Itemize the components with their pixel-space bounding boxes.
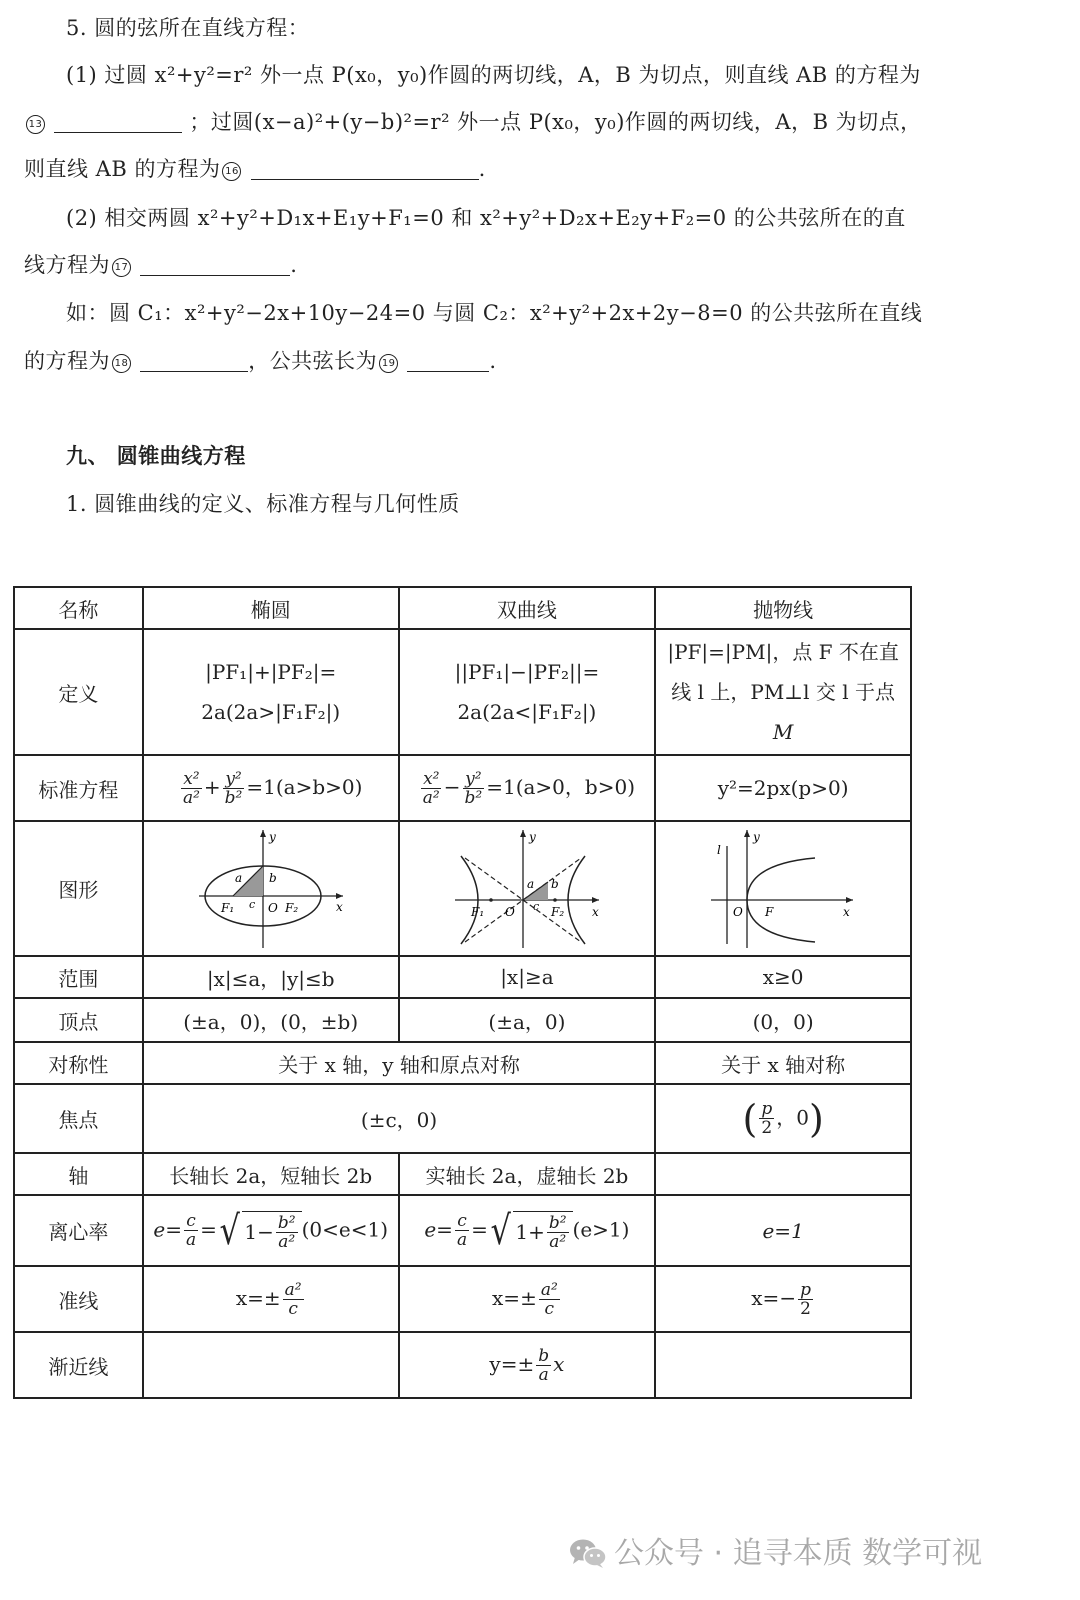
ellipse-def-line1: |PF₁|+|PF₂|=	[205, 660, 337, 684]
label-focus: 焦点	[14, 1084, 143, 1153]
ellipse-definition	[143, 629, 399, 755]
hyperbola-def-line1: ||PF₁|−|PF₂||=	[454, 660, 600, 684]
label-definition: 定义	[14, 629, 143, 755]
section5-p2-line1: (2) 相交两圆 x²+y²+D₁x+E₁y+F₁=0 和 x²+y²+D₂x+E₂y+F₂=0 的公共弦所在的直	[66, 206, 906, 230]
svg-text:F₁: F₁	[220, 901, 234, 915]
hyperbola-standard-equation: $\frac{\text{x²}}{\text{a²}}$ − $\frac{\text{y²}}{\text{b²}}$ =1(a>0，b>0)	[399, 755, 656, 821]
ellipse-eccentricity: e= $\frac{c}{a}$ = √ 1− $\frac{\text{b²}}{\text{a²}}$ (0<e<1)	[143, 1195, 399, 1266]
parabola-symmetry: 关于 x 轴对称	[655, 1042, 911, 1084]
section5-p1-line2-text: ；过圆(x−a)²+(y−b)²=r² 外一点 P(x₀，y₀)作圆的两切线，A，B 为切点，	[189, 110, 922, 134]
svg-text:x: x	[843, 905, 850, 919]
row-vertex	[14, 998, 911, 1042]
section5-p2-line2-text: 线方程为	[24, 253, 110, 277]
ellipse-hyperbola-symmetry: 关于 x 轴，y 轴和原点对称	[143, 1042, 655, 1084]
table-header-row	[14, 587, 911, 629]
answer-blank-13[interactable]	[54, 112, 182, 133]
ellipse-axis: 长轴长 2a，短轴长 2b	[143, 1153, 399, 1195]
header-hyperbola: 双曲线	[399, 587, 656, 629]
section5-p2-line2: 线方程为 17 .	[24, 253, 298, 277]
example-mid-text: ，公共弦长为	[248, 349, 378, 373]
section5-p1-line1: (1) 过圆 x²+y²=r² 外一点 P(x₀，y₀)作圆的两切线，A，B 为切点，则直线 AB 的方程为	[66, 63, 921, 87]
parabola-vertex: (0，0)	[655, 998, 911, 1042]
section5-p1-line3: 则直线 AB 的方程为 16 .	[24, 157, 486, 181]
answer-blank-16[interactable]	[251, 159, 479, 180]
row-asymptote	[14, 1332, 911, 1398]
ellipse-vertex: (±a，0)，(0，±b)	[143, 998, 399, 1042]
parabola-def-line1: |PF|=|PM|，点 F 不在直	[667, 640, 899, 664]
ellipse-ecc-condition: (0<e<1)	[301, 1217, 388, 1241]
row-axis	[14, 1153, 911, 1195]
hyperbola-asymptote-suffix: x	[553, 1351, 565, 1376]
parabola-eccentricity: e=1	[655, 1195, 911, 1266]
conic-sections-table	[13, 586, 912, 1399]
row-range	[14, 956, 911, 998]
parabola-directrix: x=− $\frac{p}{2}$	[655, 1266, 911, 1332]
parabola-focus-tail: ，0	[776, 1105, 809, 1129]
label-range: 范围	[14, 956, 143, 998]
row-focus	[14, 1084, 911, 1153]
row-definition	[14, 629, 911, 755]
hyperbola-range: |x|≥a	[399, 956, 656, 998]
svg-text:O: O	[267, 901, 278, 915]
label-directrix: 准线	[14, 1266, 143, 1332]
answer-blank-18[interactable]	[140, 351, 248, 372]
hyperbola-eccentricity: e= $\frac{c}{a}$ = √ 1+ $\frac{\text{b²}}{\text{a²}}$ (e>1)	[399, 1195, 656, 1266]
example-line2: 的方程为 18 ，公共弦长为 19 .	[24, 349, 497, 373]
watermark-text: 公众号 · 追寻本质 数学可视	[614, 1536, 983, 1571]
ellipse-directrix-prefix: x=±	[235, 1285, 281, 1310]
answer-marker-18: 18	[112, 354, 131, 373]
hyperbola-directrix-prefix: x=±	[492, 1285, 537, 1310]
label-symmetry: 对称性	[14, 1042, 143, 1084]
row-figure	[14, 821, 911, 956]
answer-marker-19: 19	[379, 354, 398, 373]
label-figure: 图形	[14, 821, 143, 956]
label-vertex: 顶点	[14, 998, 143, 1042]
section5-p1-line2	[24, 106, 922, 136]
parabola-focus: ( $\frac{p}{2}$ ，0)	[655, 1084, 911, 1153]
answer-marker-16: 16	[222, 162, 241, 181]
ellipse-std-condition: =1(a>b>0)	[246, 774, 363, 799]
ellipse-graph	[191, 826, 351, 951]
svg-text:O: O	[733, 905, 743, 919]
parabola-graph	[703, 826, 863, 951]
answer-blank-19[interactable]	[407, 351, 489, 372]
ellipse-asymptote	[143, 1332, 399, 1398]
parabola-directrix-prefix: x=−	[751, 1285, 797, 1310]
parabola-axis	[655, 1153, 911, 1195]
row-standard-equation	[14, 755, 911, 821]
parabola-def-line3: M	[772, 720, 794, 744]
hyperbola-ecc-condition: (e>1)	[572, 1217, 630, 1241]
parabola-asymptote	[655, 1332, 911, 1398]
svg-text:F₁: F₁	[470, 905, 485, 919]
svg-text:F: F	[765, 905, 774, 919]
section9-title: 九、 圆锥曲线方程	[66, 444, 246, 468]
wechat-icon	[568, 1537, 608, 1569]
svg-text:x: x	[335, 900, 343, 914]
svg-text:c: c	[532, 900, 540, 913]
parabola-range: x≥0	[655, 956, 911, 998]
svg-text:F₂: F₂	[550, 905, 565, 919]
parabola-definition	[655, 629, 911, 755]
label-asymptote: 渐近线	[14, 1332, 143, 1398]
hyperbola-asymptote-prefix: y=±	[489, 1351, 535, 1376]
header-parabola: 抛物线	[655, 587, 911, 629]
hyperbola-definition	[399, 629, 656, 755]
section5-p1-line3-text: 则直线 AB 的方程为	[24, 157, 221, 181]
svg-text:a: a	[234, 871, 242, 885]
section9-subtitle: 1. 圆锥曲线的定义、标准方程与几何性质	[66, 492, 460, 516]
hyperbola-asymptote: y=± $\frac{b}{a}$ x	[399, 1332, 656, 1398]
hyperbola-def-line2: 2a(2a<|F₁F₂|)	[457, 700, 597, 724]
hyperbola-directrix: x=± $\frac{\text{a²}}{c}$	[399, 1266, 656, 1332]
ellipse-figure	[143, 821, 399, 956]
svg-text:b: b	[268, 871, 277, 885]
header-ellipse: 椭圆	[143, 587, 399, 629]
answer-marker-17: 17	[112, 258, 131, 277]
answer-marker-13: 13	[26, 115, 45, 134]
ellipse-range: |x|≤a，|y|≤b	[143, 956, 399, 998]
parabola-def-line2: 线 l 上，PM⊥l 交 l 于点	[671, 680, 895, 704]
parabola-standard-equation: y²=2px(p>0)	[655, 755, 911, 821]
label-axis: 轴	[14, 1153, 143, 1195]
row-eccentricity	[14, 1195, 911, 1266]
svg-text:O: O	[504, 905, 515, 919]
ellipse-hyperbola-focus: (±c，0)	[143, 1084, 655, 1153]
svg-text:c: c	[248, 898, 255, 911]
parabola-figure	[655, 821, 911, 956]
hyperbola-graph	[447, 826, 607, 951]
ellipse-directrix: x=± $\frac{\text{a²}}{c}$	[143, 1266, 399, 1332]
watermark	[568, 1528, 982, 1572]
row-directrix	[14, 1266, 911, 1332]
hyperbola-axis: 实轴长 2a，虚轴长 2b	[399, 1153, 656, 1195]
svg-text:F₂: F₂	[284, 901, 298, 915]
hyperbola-std-condition: =1(a>0，b>0)	[486, 774, 635, 799]
hyperbola-figure	[399, 821, 656, 956]
svg-text:y: y	[528, 830, 536, 844]
hyperbola-vertex: (±a，0)	[399, 998, 656, 1042]
row-symmetry	[14, 1042, 911, 1084]
svg-text:b: b	[550, 877, 559, 891]
header-name: 名称	[14, 587, 143, 629]
ellipse-def-line2: 2a(2a>|F₁F₂|)	[201, 700, 341, 724]
svg-text:y: y	[753, 830, 760, 844]
svg-text:a: a	[526, 877, 535, 891]
label-eccentricity: 离心率	[14, 1195, 143, 1266]
ellipse-standard-equation: $\frac{\text{x²}}{\text{a²}}$ + $\frac{\text{y²}}{\text{b²}}$ =1(a>b>0)	[143, 755, 399, 821]
svg-text:l: l	[717, 843, 721, 857]
section5-title: 5. 圆的弦所在直线方程：	[66, 16, 310, 40]
svg-text:y: y	[268, 830, 276, 844]
example-line2-text: 的方程为	[24, 349, 110, 373]
answer-blank-17[interactable]	[140, 255, 290, 276]
label-standard-equation: 标准方程	[14, 755, 143, 821]
example-line1: 如：圆 C₁：x²+y²−2x+10y−24=0 与圆 C₂：x²+y²+2x+2y−8=0 的公共弦所在直线	[66, 301, 923, 325]
svg-text:x: x	[591, 905, 599, 919]
